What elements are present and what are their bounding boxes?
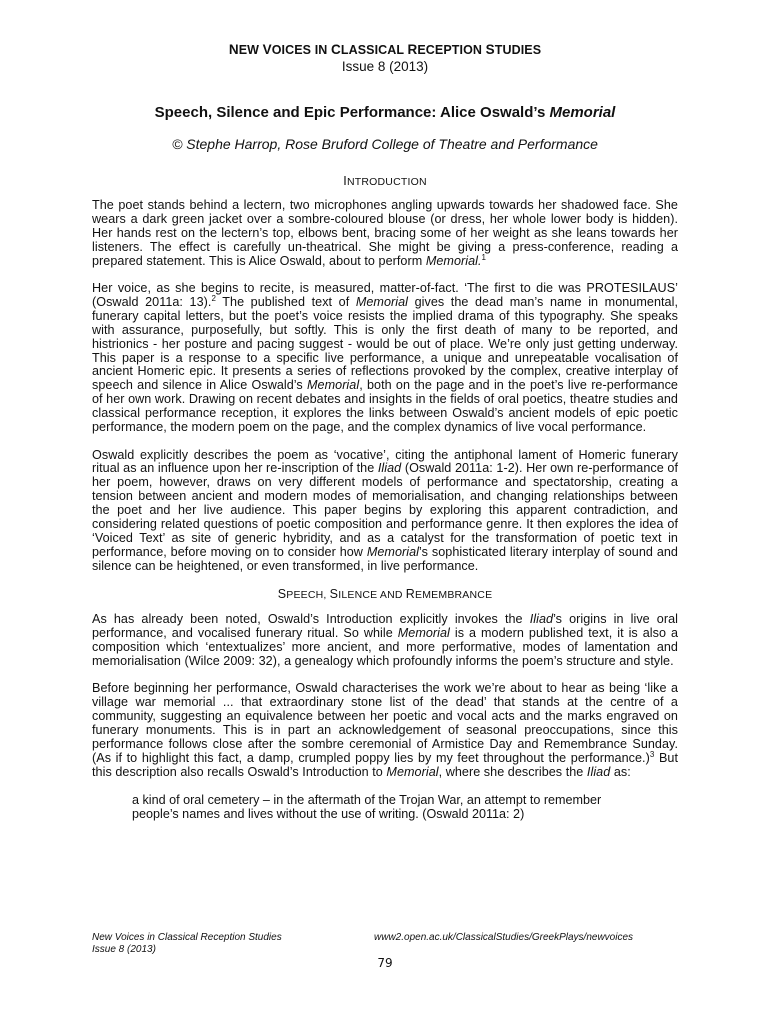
heading-part: PEECH, <box>286 589 330 602</box>
text-run: But this description also recalls Oswald’s Introduction to <box>92 750 678 779</box>
italic-run: Memorial. <box>425 253 482 268</box>
paragraph-3 <box>92 449 678 574</box>
footnote-marker[interactable]: 1 <box>481 252 487 262</box>
page-number: 79 <box>377 956 393 970</box>
article-title <box>92 104 678 121</box>
italic-run: Memorial <box>366 544 420 559</box>
text-run: ’s origins in live oral performance, and vocalised funerary ritual. So while <box>92 612 678 641</box>
journal-title-part: S <box>485 42 495 57</box>
footer-issue: Issue 8 (2013) <box>92 944 156 955</box>
text-run: Her voice, as she begins to recite, is measured, matter-of-fact. ‘The first to die was PROTESILAUS’ (Oswald 2011a: 13). <box>92 281 678 309</box>
footer-journal-name: New Voices in Classical Reception Studies <box>92 932 282 943</box>
issue-label: Issue 8 (2013) <box>341 59 429 74</box>
paragraph-4 <box>92 613 678 669</box>
footer-journal <box>92 932 282 956</box>
text-run: The published text of <box>215 294 356 309</box>
page-content <box>92 42 678 821</box>
section-heading-speech-silence <box>92 587 678 601</box>
journal-title-part: N <box>228 42 239 57</box>
journal-title-part: R <box>407 42 418 57</box>
text-run: The poet stands behind a lectern, two microphones angling upwards towards her shadowed face. She wears a dark green jacket over a sombre-coloured blouse (or dress, her whole lower body is hidden). Her hands rest on the lectern’s top, elbows bent, bracing some of her weight as she leans towards her listeners. The effect is carefully un-theatrical. She might be giving a press-conference, reading a prepared statement. This is Alice Oswald, about to perform <box>92 198 678 268</box>
journal-title-part: ECEPTION <box>417 43 486 57</box>
journal-title-part: C <box>330 42 341 57</box>
author-line: © Stephe Harrop, Rose Bruford College of Theatre and Performance <box>172 136 598 152</box>
block-quote: a kind of oral cemetery – in the aftermath of the Trojan War, an attempt to remember people’s names and lives without the use of writing. (Oswald 2011a: 2) <box>132 793 602 822</box>
article-title-italic: Memorial <box>549 104 616 121</box>
text-run: (Oswald 2011a: 1-2). Her own re-performance of her poem, however, draws on very different models of performance and spectatorship, creating a tension between ancient and modern modes of memorialisation, and changing relationships between the poet and her live audience. This paper begins by exploring this apparent contradiction, and considering related questions of poetic composition and performance genre. It then explores the idea of ‘Voiced Text’ as site of generic hybridity, and as a catalyst for the transformation of poetic text in performance, before moving on to consider how <box>92 461 678 559</box>
heading-part: S <box>277 587 287 602</box>
italic-run: Memorial <box>386 764 439 779</box>
heading-part: S <box>329 587 339 602</box>
text-run: gives the dead man’s name in monumental, funerary capital letters, but the poet’s voice resists the implied drama of this typography. She speaks with assurance, purposefully, but softly. This is only the first death of many to be reported, and histrionics - her posture and pacing suggest - would be out of place. We’re only just getting underway. This paper is a response to a specific live performance, a unique and unrepeatable vocalisation of ancient Homeric epic. It presents a series of reflections provoked by the complex, creative interplay of speech and silence in Alice Oswald’s <box>92 294 679 393</box>
footnote-marker[interactable]: 2 <box>211 293 216 303</box>
text-run: , both on the page and in the poet’s live re-performance of her own work. Drawing on recent debates and insights in the fields of oral poetics, theatre studies and classical performance reception, it explores the links between Oswald’s ancient models of epic poetic performance, the modern poem on the page, and the complex dynamics of live vocal performance. <box>92 378 678 435</box>
journal-title-part: LASSICAL <box>340 43 408 57</box>
text-run: Before beginning her performance, Oswald characterises the work we’re about to hear as being ‘like a village war memorial ... that extraordinary stone list of the dead’ that stands at the centre of a community, suggesting an equivalence between her poetic and vocal acts and the marks engraved on funerary monuments. This is in part an acknowledgement of seasonal preoccupations, since this performance follows close after the sombre ceremonial of Armistice Day and Remembrance Sunday. (As if to highlight this fact, a damp, crumpled poppy lies by my feet throughout the performance.) <box>92 681 678 765</box>
section-heading-introduction <box>92 174 678 188</box>
italic-run: Memorial <box>307 378 360 393</box>
text-run: ’s sophisticated literary interplay of sound and silence can be heightened, or even transformed, in live performance. <box>92 544 678 573</box>
text-run: Oswald explicitly describes the poem as ‘vocative’, citing the antiphonal lament of Homeric funerary ritual as an influence upon her re-inscription of the <box>92 447 678 476</box>
italic-run: Memorial <box>355 294 409 309</box>
heading-part: R <box>405 587 416 602</box>
heading-part: I <box>343 174 347 188</box>
journal-title-part: EW <box>238 43 263 57</box>
journal-title-part: TUDIES <box>494 43 542 57</box>
text-run: As has already been noted, Oswald’s Introduction explicitly invokes the <box>92 612 530 627</box>
italic-run: Iliad <box>529 612 554 627</box>
article-title-text: Speech, Silence and Epic Performance: Alice Oswald’s <box>154 104 550 121</box>
italic-run: Iliad <box>377 461 402 476</box>
text-run: , where she describes the <box>438 764 587 779</box>
paragraph-5 <box>92 682 678 779</box>
paragraph-1 <box>92 199 678 269</box>
text-run: is a modern published text, it is also a composition which ‘entextualizes’ more ancient, and more performative, modes of lamentation and memorialisation (Wilce 2009: 32), a genealogy which profoundly informs the poem’s structure and style. <box>92 626 679 668</box>
footnote-marker[interactable]: 3 <box>649 749 655 759</box>
heading-part: ILENCE AND <box>338 589 406 602</box>
italic-run: Memorial <box>397 626 450 641</box>
journal-title <box>92 42 678 57</box>
paragraph-2 <box>92 282 678 435</box>
italic-run: Iliad <box>586 764 611 779</box>
heading-part: NTRODUCTION <box>346 176 427 188</box>
journal-title-part: OICES IN <box>271 43 331 57</box>
heading-part: EMEMBRANCE <box>415 589 493 602</box>
journal-title-part: V <box>262 42 272 57</box>
text-run: as: <box>610 764 631 779</box>
footer-url[interactable]: www2.open.ac.uk/ClassicalStudies/GreekPlays/newvoices <box>374 932 634 943</box>
